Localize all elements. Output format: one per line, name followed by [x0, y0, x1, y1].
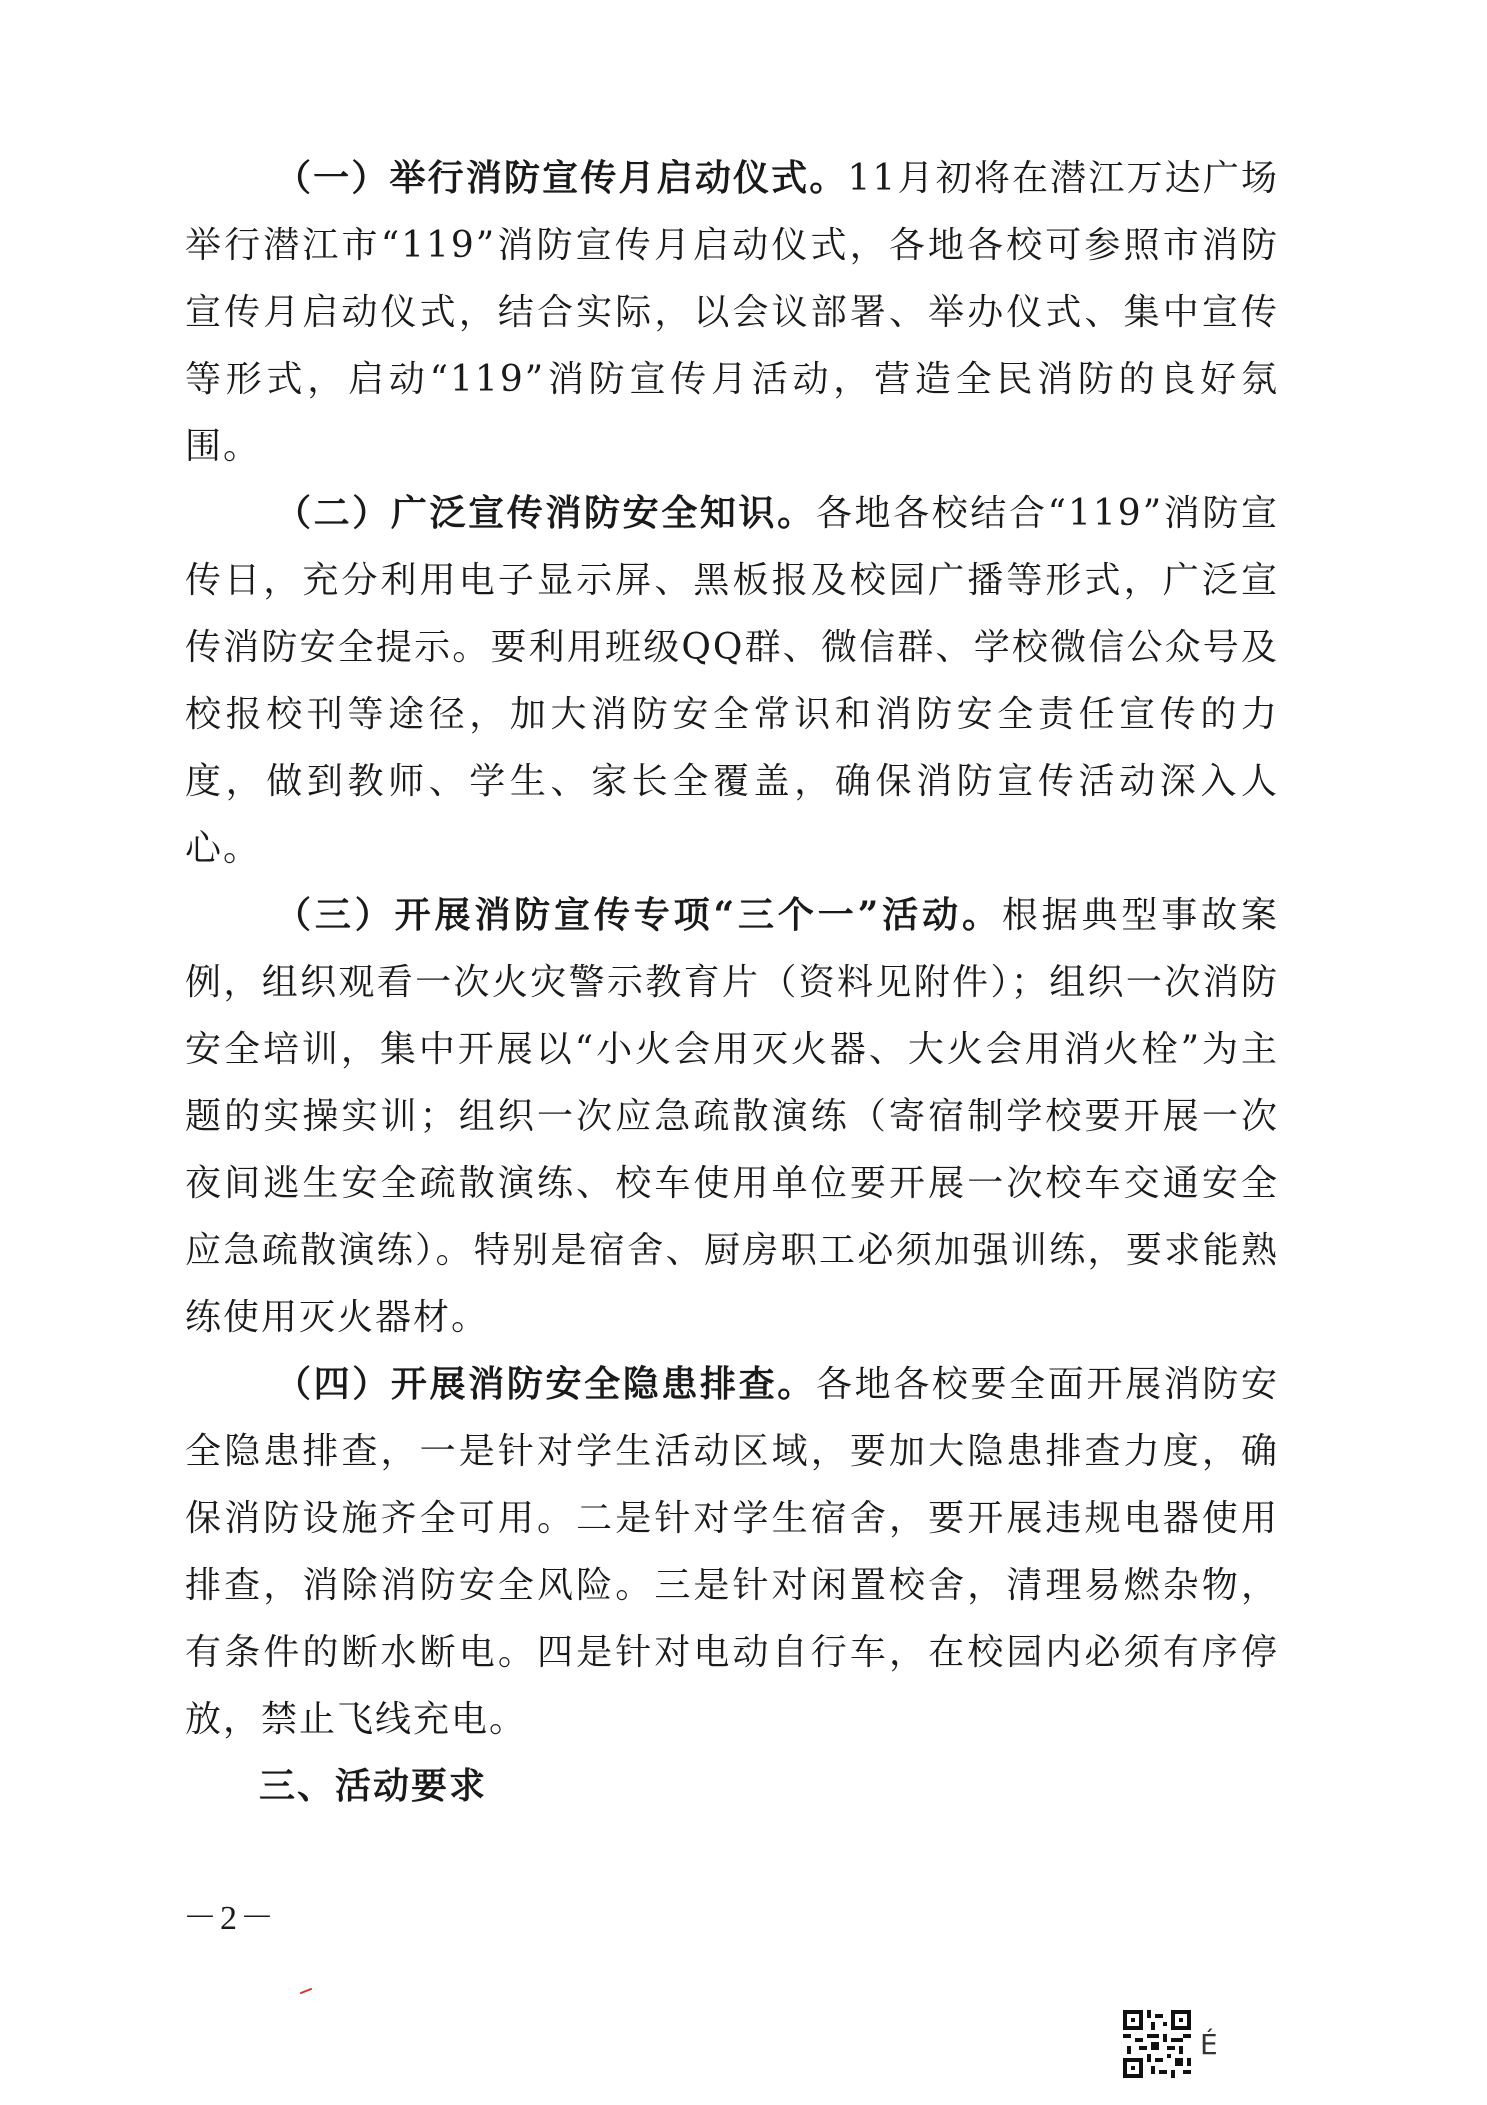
- qr-code-icon: [1123, 2010, 1191, 2078]
- document-body: [185, 145, 1279, 1820]
- section-heading: 三、活动要求: [259, 1766, 488, 1807]
- paragraph-text: 各地各校要全面开展消防安全隐患排查，一是针对学生活动区域，要加大隐患排查力度，确保消防设施齐全可用。二是针对学生宿舍，要开展违规电器使用排查，消除消防安全风险。三是针对闲置校舍，清理易燃杂物，有条件的断水断电。四是针对电动自行车，在校园内必须有序停放，禁止飞线充电。: [185, 1364, 1279, 1740]
- paragraph-text: 11月初将在潜江万达广场举行潜江市“119”消防宣传月启动仪式，各地各校可参照市消防宣传月启动仪式，结合实际，以会议部署、举办仪式、集中宣传等形式，启动“119”消防宣传月活动，营造全民消防的良好氛围。: [185, 158, 1279, 467]
- side-glyph: É: [1200, 2028, 1218, 2061]
- red-ink-mark: [300, 1988, 312, 1994]
- paragraph-hazard-inspection: [185, 1351, 1279, 1753]
- paragraph-text: 各地各校结合“119”消防宣传日，充分利用电子显示屏、黑板报及校园广播等形式，广泛宣传消防安全提示。要利用班级QQ群、微信群、学校微信公众号及校报校刊等途径，加大消防安全常识和消防安全责任宣传的力度，做到教师、学生、家长全覆盖，确保消防宣传活动深入人心。: [185, 493, 1279, 869]
- paragraph-text: 根据典型事故案例，组织观看一次火灾警示教育片（资料见附件）；组织一次消防安全培训，集中开展以“小火会用灭火器、大火会用消火栓”为主题的实操实训；组织一次应急疏散演练（寄宿制学校要开展一次夜间逃生安全疏散演练、校车使用单位要开展一次校车交通安全应急疏散演练）。特别是宿舍、厨房职工必须加强训练，要求能熟练使用灭火器材。: [185, 895, 1279, 1338]
- page-number: －2－: [183, 1900, 277, 1937]
- paragraph-heading: （二）广泛宣传消防安全知识。: [275, 492, 816, 534]
- paragraph-three-ones: [185, 882, 1279, 1351]
- paragraph-heading: （四）开展消防安全隐患排查。: [275, 1363, 816, 1405]
- paragraph-heading: （三）开展消防宣传专项“三个一”活动。: [275, 894, 1002, 936]
- paragraph-heading: （一）举行消防宣传月启动仪式。: [275, 157, 848, 199]
- paragraph-launch-ceremony: [185, 145, 1279, 480]
- paragraph-safety-knowledge: [185, 480, 1279, 882]
